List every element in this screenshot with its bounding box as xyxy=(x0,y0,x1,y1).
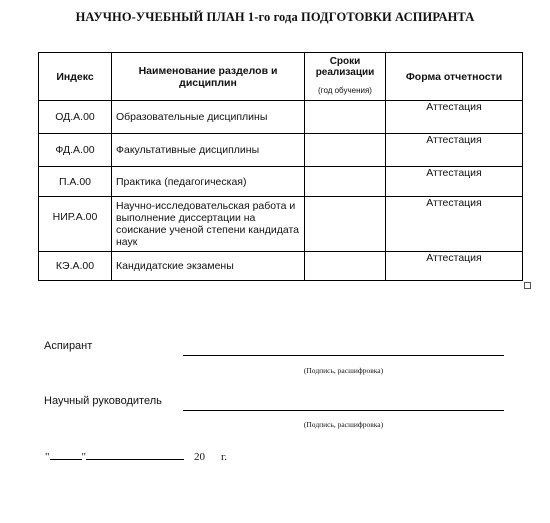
row-name: Образовательные дисциплины xyxy=(112,101,305,134)
aspirant-label: Аспирант xyxy=(44,340,93,352)
table-row xyxy=(39,101,523,134)
date-year-prefix: 20 xyxy=(194,451,205,463)
row-form: Аттестация xyxy=(386,197,523,252)
date-line xyxy=(45,450,227,463)
table-resize-handle[interactable] xyxy=(524,282,531,289)
table-row xyxy=(39,197,523,252)
table-row xyxy=(39,134,523,167)
row-form: Аттестация xyxy=(386,252,523,281)
aspirant-signature-hint: (Подпись, расшифровка) xyxy=(303,366,384,375)
row-term xyxy=(305,167,386,197)
table-header-row xyxy=(39,53,523,101)
supervisor-signature-hint: (Подпись, расшифровка) xyxy=(303,420,384,429)
date-day-blank xyxy=(50,450,82,460)
row-index: ФД.А.00 xyxy=(39,134,112,167)
row-index: КЭ.А.00 xyxy=(39,252,112,281)
row-name: Практика (педагогическая) xyxy=(112,167,305,197)
date-month-blank xyxy=(86,450,184,460)
header-name: Наименование разделов и дисциплин xyxy=(112,53,305,101)
row-name: Факультативные дисциплины xyxy=(112,134,305,167)
table-row xyxy=(39,252,523,281)
row-index: ОД.А.00 xyxy=(39,101,112,134)
date-close-quote: " xyxy=(81,451,86,463)
header-term xyxy=(305,53,386,101)
document-title: НАУЧНО-УЧЕБНЫЙ ПЛАН 1-го года ПОДГОТОВКИ АСПИРАНТА xyxy=(75,10,475,24)
row-term xyxy=(305,197,386,252)
row-index: НИР.А.00 xyxy=(39,197,112,252)
header-form: Форма отчетности xyxy=(386,53,523,101)
row-form: Аттестация xyxy=(386,134,523,167)
row-term xyxy=(305,252,386,281)
supervisor-label: Научный руководитель xyxy=(44,395,162,407)
row-term xyxy=(305,101,386,134)
date-open-quote: " xyxy=(45,451,50,463)
table-row xyxy=(39,167,523,197)
study-plan-table xyxy=(38,52,523,281)
row-term xyxy=(305,134,386,167)
aspirant-signature-line xyxy=(183,355,504,356)
row-form: Аттестация xyxy=(386,167,523,197)
header-term-label: Сроки реализации xyxy=(315,56,375,78)
row-name: Кандидатские экзамены xyxy=(112,252,305,281)
row-name: Научно-исследовательская работа и выполнение диссертации на соискание ученой степени кандидата наук xyxy=(112,197,305,252)
row-form: Аттестация xyxy=(386,101,523,134)
date-year-suffix: г. xyxy=(221,451,228,463)
supervisor-signature-line xyxy=(183,410,504,411)
header-index: Индекс xyxy=(39,53,112,101)
row-index: П.А.00 xyxy=(39,167,112,197)
header-term-sub: (год обучения) xyxy=(318,86,372,95)
